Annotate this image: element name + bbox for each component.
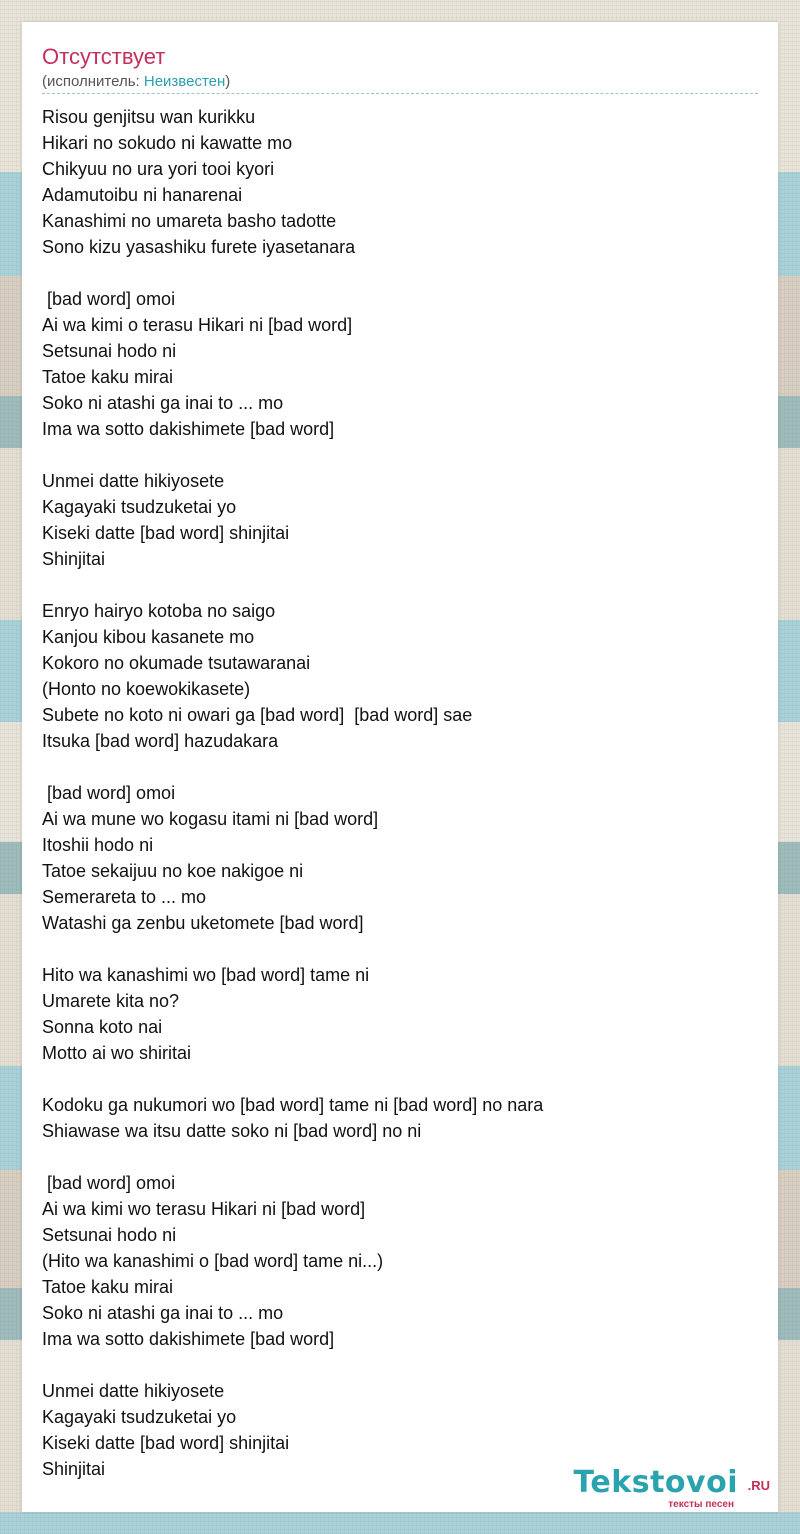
lyric-line: Kodoku ga nukumori wo [bad word] tame ni [bad word] no nara <box>42 1095 544 1115</box>
logo-tagline: тексты песен <box>668 1499 734 1510</box>
lyric-line: Shinjitai <box>42 549 106 569</box>
lyric-line: Umarete kita no? <box>42 991 180 1011</box>
lyric-line: Tatoe kaku mirai <box>42 1277 174 1297</box>
lyric-blank-line <box>42 260 758 286</box>
lyric-line: Subete no koto ni owari ga [bad word] [bad word] sae <box>42 705 473 725</box>
lyric-line: Risou genjitsu wan kurikku <box>42 107 256 127</box>
lyric-line: Setsunai hodo ni <box>42 341 177 361</box>
lyric-line: Chikyuu no ura yori tooi kyori <box>42 159 275 179</box>
title-divider <box>42 93 758 94</box>
lyric-line: Kanashimi no umareta basho tadotte <box>42 211 337 231</box>
lyric-line: Itsuka [bad word] hazudakara <box>42 731 279 751</box>
lyric-blank-line <box>42 1066 758 1092</box>
lyric-line: Motto ai wo shiritai <box>42 1043 192 1063</box>
lyric-line: Unmei datte hikiyosete <box>42 1381 225 1401</box>
lyric-line: Shinjitai <box>42 1459 106 1479</box>
lyric-blank-line <box>42 936 758 962</box>
lyric-line: [bad word] omoi <box>42 783 176 803</box>
lyric-line: Adamutoibu ni hanarenai <box>42 185 243 205</box>
lyric-line: Hikari no sokudo ni kawatte mo <box>42 133 293 153</box>
lyric-line: Hito wa kanashimi wo [bad word] tame ni <box>42 965 370 985</box>
lyric-line: Kokoro no okumade tsutawaranai <box>42 653 311 673</box>
lyric-line: [bad word] omoi <box>42 1173 176 1193</box>
lyric-blank-line <box>42 572 758 598</box>
lyrics-card <box>22 22 778 1512</box>
artist-prefix: (исполнитель: <box>42 73 144 90</box>
lyric-line: Ai wa kimi wo terasu Hikari ni [bad word] <box>42 1199 366 1219</box>
lyric-line: Ima wa sotto dakishimete [bad word] <box>42 1329 335 1349</box>
logo-wordmark: Tekstovoi <box>573 1465 738 1500</box>
lyric-line: [bad word] omoi <box>42 289 176 309</box>
site-logo[interactable] <box>560 1466 770 1512</box>
lyric-line: Enryo hairyo kotoba no saigo <box>42 601 276 621</box>
lyric-line: Kanjou kibou kasanete mo <box>42 627 255 647</box>
lyric-blank-line <box>42 442 758 468</box>
logo-tld: .RU <box>747 1478 770 1493</box>
lyric-blank-line <box>42 1352 758 1378</box>
lyric-blank-line <box>42 1144 758 1170</box>
lyrics-text <box>42 104 758 1482</box>
lyric-line: Soko ni atashi ga inai to ... mo <box>42 1303 284 1323</box>
lyric-line: Unmei datte hikiyosete <box>42 471 225 491</box>
lyric-line: Kagayaki tsudzuketai yo <box>42 1407 237 1427</box>
lyric-blank-line <box>42 754 758 780</box>
artist-link[interactable]: Неизвестен <box>143 73 226 90</box>
lyric-line: Sono kizu yasashiku furete iyasetanara <box>42 237 356 257</box>
lyric-line: (Hito wa kanashimi o [bad word] tame ni...) <box>42 1251 384 1271</box>
lyric-line: Kagayaki tsudzuketai yo <box>42 497 237 517</box>
lyric-line: Setsunai hodo ni <box>42 1225 177 1245</box>
song-title: Отсутствует <box>42 44 166 69</box>
lyric-line: Itoshii hodo ni <box>42 835 154 855</box>
lyric-line: Watashi ga zenbu uketomete [bad word] <box>42 913 364 933</box>
lyric-line: Sonna koto nai <box>42 1017 163 1037</box>
lyric-line: Tatoe sekaijuu no koe nakigoe ni <box>42 861 304 881</box>
lyric-line: Ima wa sotto dakishimete [bad word] <box>42 419 335 439</box>
lyric-line: Tatoe kaku mirai <box>42 367 174 387</box>
lyric-line: Ai wa mune wo kogasu itami ni [bad word] <box>42 809 379 829</box>
lyric-line: Ai wa kimi o terasu Hikari ni [bad word] <box>42 315 353 335</box>
artist-line <box>42 73 230 91</box>
artist-suffix: ) <box>225 73 231 90</box>
lyric-line: Semerareta to ... mo <box>42 887 207 907</box>
lyric-line: Soko ni atashi ga inai to ... mo <box>42 393 284 413</box>
lyric-line: Shiawase wa itsu datte soko ni [bad word] no ni <box>42 1121 422 1141</box>
lyric-line: Kiseki datte [bad word] shinjitai <box>42 523 290 543</box>
lyric-line: Kiseki datte [bad word] shinjitai <box>42 1433 290 1453</box>
lyric-line: (Honto no koewokikasete) <box>42 679 251 699</box>
